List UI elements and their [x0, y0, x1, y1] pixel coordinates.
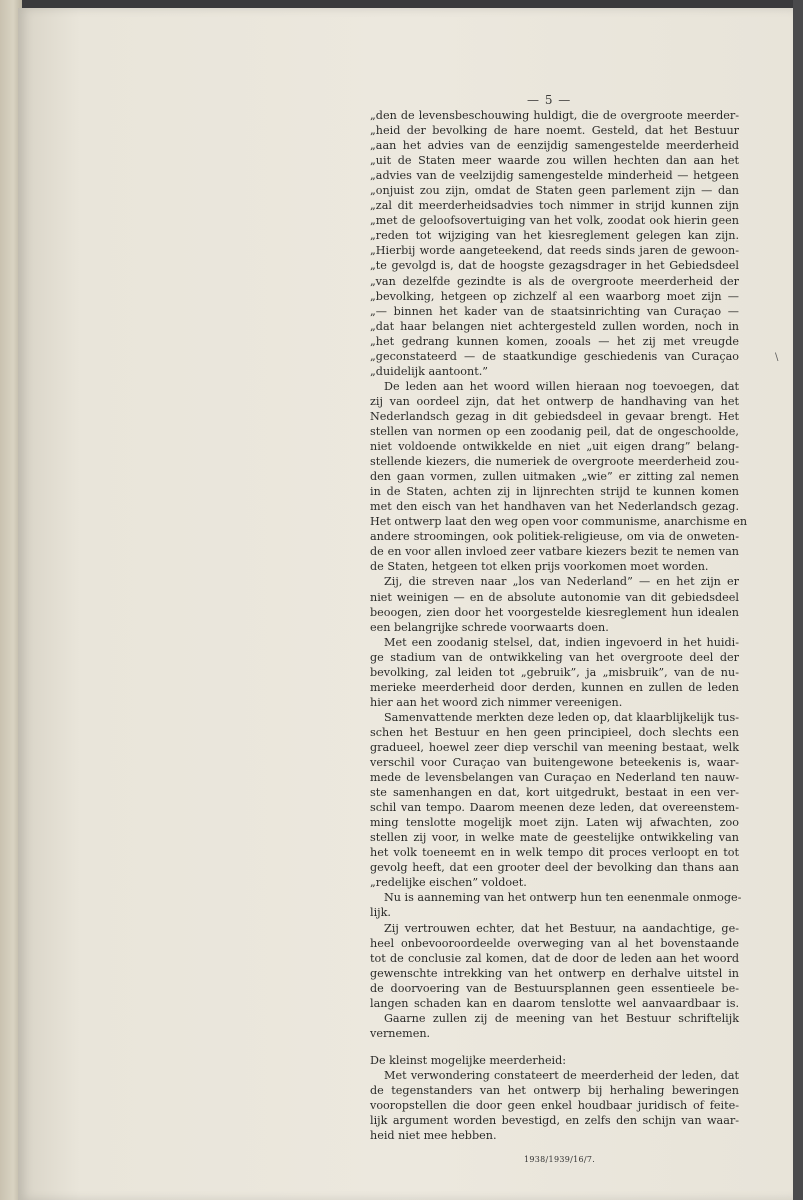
- text-line: andere stroomingen, ook politiek-religieuse, om via de onweten-: [370, 530, 739, 544]
- text-line: merieke meerderheid door derden, kunnen en zullen de leden: [370, 680, 739, 694]
- text-line: ste samenhangen en dat, kort uitgedrukt, bestaat in een ver-: [370, 786, 739, 800]
- text-line: niet voldoende ontwikkelde en niet „uit eigen drang” belang-: [370, 440, 739, 454]
- text-line: „— binnen het kader van de staatsinrichting van Curaçao —: [370, 304, 739, 318]
- text-line: zij van oordeel zijn, dat het ontwerp de handhaving van het: [370, 394, 739, 408]
- text-line: „redelijke eischen” voldoet.: [370, 876, 527, 890]
- text-line: De leden aan het woord willen hieraan nog toevoegen, dat: [384, 379, 739, 393]
- text-line: Zij vertrouwen echter, dat het Bestuur, na aandachtige, ge-: [384, 921, 739, 935]
- text-line: „te gevolgd is, dat de hoogste gezagsdrager in het Gebiedsdeel: [370, 259, 739, 273]
- text-line: lijk.: [370, 906, 391, 920]
- text-line: „met de geloofsovertuiging van het volk, zoodat ook hierin geen: [370, 214, 739, 228]
- text-line: Nu is aanneming van het ontwerp hun ten eenenmale onmoge-: [384, 891, 742, 905]
- text-line: gewenschte intrekking van het ontwerp en derhalve uitstel in: [370, 966, 739, 980]
- text-line: gevolg heeft, dat een grooter deel der bevolking dan thans aan: [370, 861, 739, 875]
- text-line: tot de conclusie zal komen, dat de door de leden aan het woord: [370, 951, 739, 965]
- text-line: de en voor allen invloed zeer vatbare kiezers bezit te nemen van: [370, 545, 739, 559]
- text-line: Nederlandsch gezag in dit gebiedsdeel in gevaar brengt. Het: [370, 409, 739, 423]
- text-line: schil van tempo. Daarom meenen deze leden, dat overeenstem-: [370, 801, 739, 815]
- text-line: „den de levensbeschouwing huldigt, die de overgroote meerder-: [370, 109, 739, 122]
- text-line: mede de levensbelangen van Curaçao en Nederland ten nauw-: [370, 771, 739, 785]
- text-line: den gaan vormen, zullen uitmaken „wie” er zitting zal nemen: [370, 470, 739, 484]
- text-line: niet weinigen — en de absolute autonomie van dit gebiedsdeel: [370, 590, 739, 604]
- text-line: Samenvattende merkten deze leden op, dat klaarblijkelijk tus-: [384, 710, 739, 724]
- text-line: „duidelijk aantoont.”: [370, 364, 488, 378]
- blank-line: [370, 1041, 739, 1053]
- text-line: „van dezelfde gezindte is als de overgroote meerderheid der: [370, 274, 739, 288]
- text-line: beoogen, zien door het voorgestelde kiesreglement hun idealen: [370, 605, 739, 619]
- text-line: „advies van de veelzijdig samengestelde minderheid — hetgeen: [370, 169, 739, 183]
- text-line: vernemen.: [370, 1026, 431, 1040]
- body-text: [370, 108, 748, 1143]
- text-line: stellen van normen op een zoodanig peil, dat de ongeschoolde,: [370, 424, 739, 438]
- text-line: verschil voor Curaçao van buitengewone beteekenis is, waar-: [370, 756, 739, 770]
- text-line: Het ontwerp laat den weg open voor communisme, anarchisme en: [370, 515, 748, 529]
- text-line: de Staten, hetgeen tot elken prijs voorkomen moet worden.: [370, 560, 709, 574]
- text-line: „het gedrang kunnen komen, zooals — het zij met vreugde: [370, 334, 739, 348]
- text-line: „Hierbij worde aangeteekend, dat reeds sinds jaren de gewoon-: [370, 244, 739, 258]
- text-line: Met een zoodanig stelsel, dat, indien ingevoerd in het huidi-: [384, 635, 739, 649]
- text-line: gradueel, hoewel zeer diep verschil van meening bestaat, welk: [370, 740, 739, 754]
- text-line: hier aan het woord zich nimmer vereenigen.: [370, 695, 623, 709]
- margin-mark: \: [775, 352, 779, 363]
- text-line: „reden tot wijziging van het kiesreglement gelegen kan zijn.: [370, 229, 739, 243]
- text-line: „heid der bevolking de hare noemt. Gesteld, dat het Bestuur: [370, 124, 739, 138]
- text-line: Gaarne zullen zij de meening van het Bestuur schriftelijk: [384, 1011, 739, 1025]
- text-line: langen schaden kan en daarom tenslotte wel aanvaardbaar is.: [370, 996, 739, 1010]
- text-line: ge stadium van de ontwikkeling van het overgroote deel der: [370, 650, 739, 664]
- text-line: Met verwondering constateert de meerderheid der leden, dat: [384, 1068, 739, 1082]
- scan-right-border: [793, 0, 803, 1200]
- text-line: heid niet mee hebben.: [370, 1129, 497, 1143]
- text-line: „uit de Staten meer waarde zou willen hechten dan aan het: [370, 154, 739, 168]
- text-line: „onjuist zou zijn, omdat de Staten geen parlement zijn — dan: [370, 184, 739, 198]
- text-line: bevolking, zal leiden tot „gebruik”, ja „misbruik”, van de nu-: [370, 665, 739, 679]
- text-line: in de Staten, achten zij in lijnrechten strijd te kunnen komen: [370, 485, 739, 499]
- text-line: „zal dit meerderheidsadvies toch nimmer in strijd kunnen zijn: [370, 199, 739, 213]
- text-line: de doorvoering van de Bestuursplannen geen essentieele be-: [370, 981, 739, 995]
- text-line: „geconstateerd — de staatkundige geschiedenis van Curaçao: [370, 349, 739, 363]
- text-line: stellen zij voor, in welke mate de geestelijke ontwikkeling van: [370, 831, 739, 845]
- text-line: ming tenslotte mogelijk moet zijn. Laten wij afwachten, zoo: [370, 816, 739, 830]
- text-line: heel onbevooroordeelde overweging van al het bovenstaande: [370, 936, 739, 950]
- page-number: — 5 —: [527, 93, 572, 107]
- text-line: vooropstellen die door geen enkel houdbaar juridisch of feite-: [370, 1099, 739, 1113]
- text-line: een belangrijke schrede voorwaarts doen.: [370, 620, 609, 634]
- text-line: de tegenstanders van het ontwerp bij herhaling beweringen: [370, 1084, 739, 1097]
- text-line: „dat haar belangen niet achtergesteld zullen worden, noch in: [370, 319, 739, 333]
- text-line: lijk argument worden bevestigd, en zelfs den schijn van waar-: [370, 1114, 739, 1128]
- text-line: „aan het advies van de eenzijdig samengestelde meerderheid: [370, 139, 739, 153]
- text-line: het volk toeneemt en in welk tempo dit proces verloopt en tot: [370, 846, 739, 860]
- text-line: Zij, die streven naar „los van Nederland” — en het zijn er: [384, 575, 739, 589]
- text-line: stellende kiezers, die numeriek de overgroote meerderheid zou-: [370, 455, 739, 469]
- text-line: met den eisch van het handhaven van het Nederlandsch gezag.: [370, 500, 739, 514]
- text-line: schen het Bestuur en hen geen principieel, doch slechts een: [370, 725, 739, 739]
- text-line: „bevolking, hetgeen op zichzelf al een waarborg moet zijn —: [370, 289, 739, 303]
- document-reference-code: 1938/1939/16/7.: [524, 1155, 596, 1164]
- text-line: De kleinst mogelijke meerderheid:: [370, 1053, 567, 1067]
